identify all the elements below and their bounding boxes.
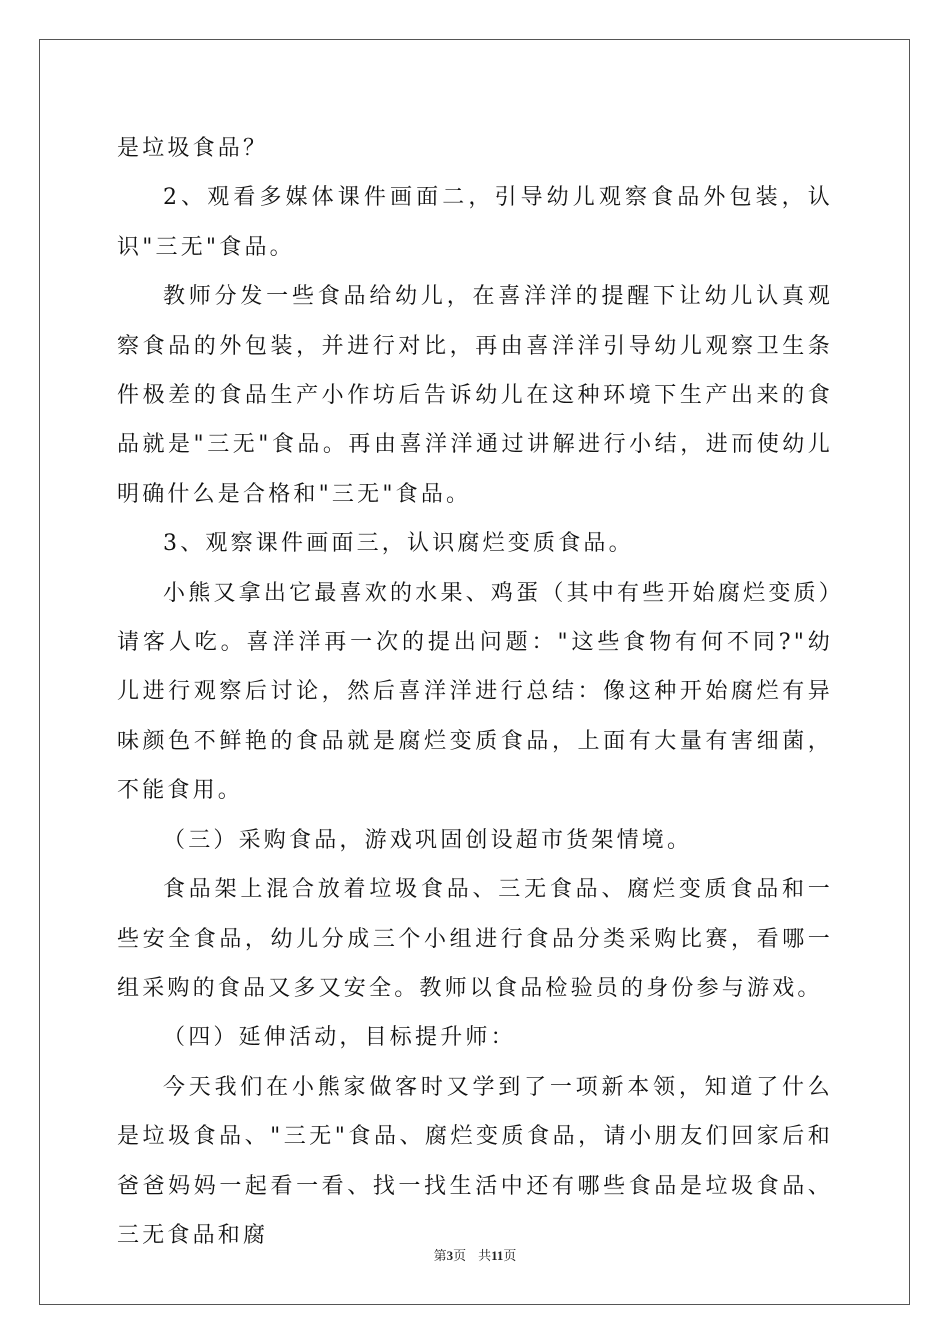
paragraph-4: 3、观察课件画面三，认识腐烂变质食品。 bbox=[163, 531, 634, 557]
paragraph-6: （三）采购食品，游戏巩固创设超市货架情境。 bbox=[163, 827, 693, 853]
total-pages-label: 共11页 bbox=[478, 1248, 517, 1263]
paragraph-2: 2、观看多媒体课件画面二，引导幼儿观察食品外包装，认识"三无"食品。 bbox=[117, 185, 833, 260]
paragraph-7: 食品架上混合放着垃圾食品、三无食品、腐烂变质食品和一些安全食品，幼儿分成三个小组进行食品分类采购比赛，看哪一组采购的食品又多又安全。教师以食品检验员的身份参与游戏。 bbox=[117, 877, 833, 1001]
paragraph-8: （四）延伸活动，目标提升师： bbox=[163, 1025, 516, 1051]
document-body bbox=[117, 124, 833, 1260]
page-number-label: 第3页 bbox=[433, 1248, 467, 1263]
page-footer bbox=[0, 1245, 950, 1264]
paragraph-3: 教师分发一些食品给幼儿，在喜洋洋的提醒下让幼儿认真观察食品的外包装，并进行对比，再由喜洋洋引导幼儿观察卫生条件极差的食品生产小作坊后告诉幼儿在这种环境下生产出来的食品就是"三无"食品。再由喜洋洋通过讲解进行小结，进而使幼儿明确什么是合格和"三无"食品。 bbox=[117, 284, 833, 507]
paragraph-5: 小熊又拿出它最喜欢的水果、鸡蛋（其中有些开始腐烂变质）请客人吃。喜洋洋再一次的提出问题："这些食物有何不同?"幼儿进行观察后讨论，然后喜洋洋进行总结：像这种开始腐烂有异味颜色不鲜艳的食品就是腐烂变质食品，上面有大量有害细菌，不能食用。 bbox=[117, 580, 833, 804]
paragraph-1: 是垃圾食品？ bbox=[117, 136, 269, 161]
paragraph-9: 今天我们在小熊家做客时又学到了一项新本领，知道了什么是垃圾食品、"三无"食品、腐烂变质食品，请小朋友们回家后和爸爸妈妈一起看一看、找一找生活中还有哪些食品是垃圾食品、三无食品和腐 bbox=[117, 1074, 833, 1248]
